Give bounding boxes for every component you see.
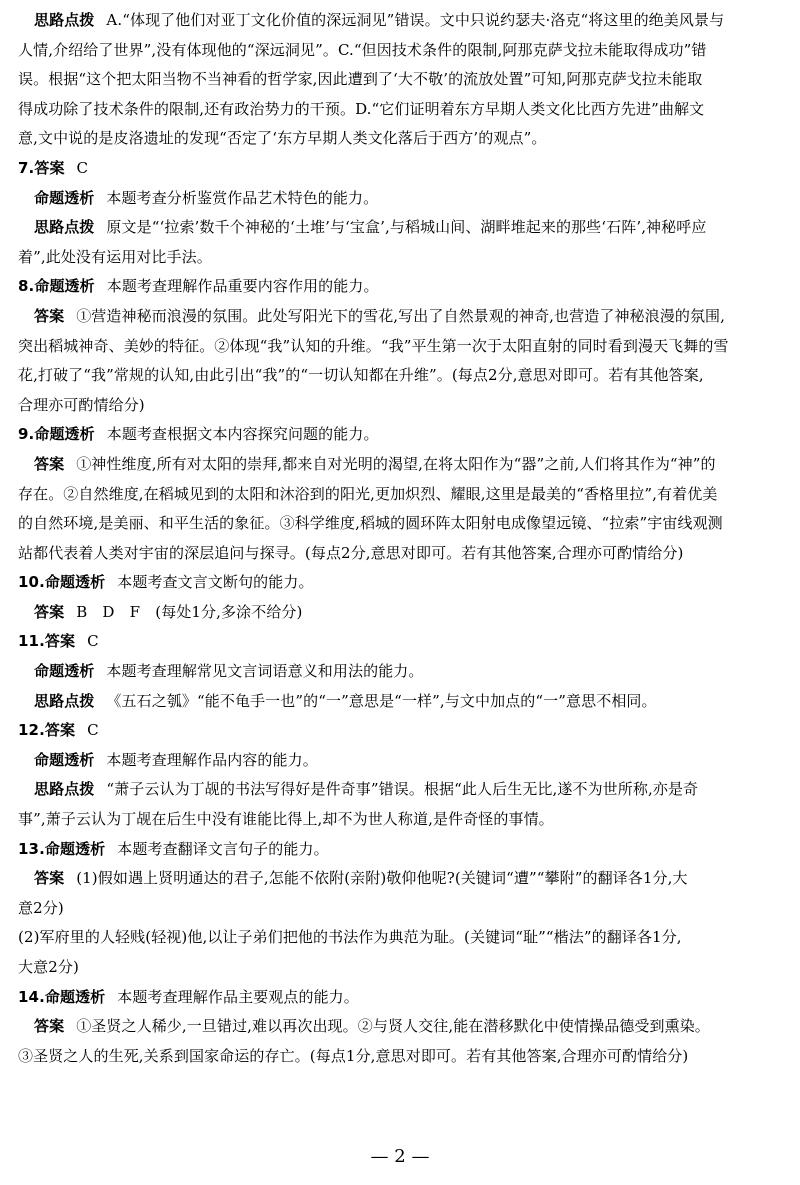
q12-answer: 12.答案 C: [18, 721, 99, 740]
q11-analysis: 命题透析 本题考查理解常见文言词语意义和用法的能力。: [34, 662, 424, 681]
q6-tips-line: 人情,介绍给了世界”,没有体现他的“深远洞见”。C.“但因技术条件的限制,阿那克萨戈拉未能取得成功”错: [18, 40, 707, 59]
answer-label: 答案: [34, 306, 65, 325]
answer-label: 答案: [44, 721, 76, 740]
answer-label: 答案: [34, 158, 65, 177]
question-number: 7.: [18, 158, 35, 177]
q7-tips-line: 思路点拨 原文是“‘拉索’数千个神秘的‘土堆’与‘宝盒’,与稻城山间、湖畔堆起来的那些‘石阵’,神秘呼应: [34, 218, 707, 237]
question-number: 11.: [18, 632, 45, 651]
q6-tips-line: 意,文中说的是皮洛遗址的发现“否定了‘东方早期人类文化落后于西方’的观点”。: [18, 129, 547, 148]
q9-answer-line: 站都代表着人类对宇宙的深层追问与探寻。(每点2分,意思对即可。若有其他答案,合理亦可酌情给分): [18, 543, 684, 562]
page-number: — 2 —: [370, 1146, 430, 1167]
q13-answer-line: 意2分): [18, 898, 64, 917]
q13-analysis: 13.命题透析 本题考查翻译文言句子的能力。: [18, 839, 329, 858]
question-number: 13.: [18, 839, 45, 858]
q8-answer-line: 花,打破了“我”常规的认知,由此引出“我”的“一切认知都在升维”。(每点2分,意思对即可。若有其他答案,: [18, 366, 704, 385]
answer-label: 答案: [44, 632, 76, 651]
q13-answer-line: 答案 (1)假如遇上贤明通达的君子,怎能不依附(亲附)敬仰他呢?(关键词“遭”“攀附”的翻译各1分,大: [34, 869, 688, 888]
q7-answer: 7.答案 C: [18, 158, 89, 177]
analysis-label: 命题透析: [34, 750, 95, 769]
tips-label: 思路点拨: [34, 691, 95, 710]
q8-answer-line: 合理亦可酌情给分): [18, 395, 145, 414]
tips-label: 思路点拨: [34, 218, 95, 237]
q13-answer-line: 大意2分): [18, 958, 79, 976]
q12-tips-line: 事”,萧子云认为丁觇在后生中没有谁能比得上,却不为世人称道,是件奇怪的事情。: [18, 810, 554, 829]
analysis-label: 命题透析: [44, 573, 106, 592]
question-number: 10.: [18, 573, 45, 592]
q8-answer-line: 答案 ①营造神秘而浪漫的氛围。此处写阳光下的雪花,写出了自然景观的神奇,也营造了神秘浪漫的氛围,: [34, 306, 726, 325]
q10-answer: 答案 B D F (每处1分,多涂不给分): [34, 602, 303, 621]
analysis-label: 命题透析: [34, 425, 95, 444]
analysis-label: 命题透析: [34, 662, 95, 681]
q14-answer-line: ③圣贤之人的生死,关系到国家命运的存亡。(每点1分,意思对即可。若有其他答案,合理亦可酌情给分): [18, 1046, 689, 1065]
q10-analysis: 10.命题透析 本题考查文言文断句的能力。: [18, 573, 314, 592]
answer-label: 答案: [34, 454, 65, 473]
answer-label: 答案: [34, 869, 65, 888]
analysis-label: 命题透析: [34, 188, 95, 207]
q9-answer-line: 存在。②自然维度,在稻城见到的太阳和沐浴到的阳光,更加炽烈、耀眼,这里是最美的“香格里拉”,有着优美: [18, 484, 718, 503]
q9-answer-line: 的自然环境,是美丽、和平生活的象征。③科学维度,稻城的圆环阵太阳射电成像望远镜、“拉索”宇宙线观测: [18, 514, 723, 533]
q6-tips-line: 误。根据“这个把太阳当物不当神看的哲学家,因此遭到了‘大不敬’的流放处置”可知,阿那克萨戈拉未能取: [18, 70, 703, 89]
q8-answer-line: 突出稻城神奇、美妙的特征。②体现“我”认知的升维。“我”平生第一次于太阳直射的同时看到漫天飞舞的雪: [18, 336, 729, 355]
q13-answer-line: (2)军府里的人轻贱(轻视)他,以让子弟们把他的书法作为典范为耻。(关键词“耻”“楷法”的翻译各1分,: [18, 928, 682, 947]
q12-tips-line: 思路点拨 “萧子云认为丁觇的书法写得好是件奇事”错误。根据“此人后生无比,遂不为世所称,亦是奇: [34, 780, 699, 799]
question-number: 9.: [18, 425, 35, 444]
q9-answer-line: 答案 ①神性维度,所有对太阳的崇拜,都来自对光明的渴望,在将太阳作为“器”之前,人们将其作为“神”的: [34, 454, 716, 473]
tips-label: 思路点拨: [34, 780, 95, 799]
q6-tips-line: 得成功除了技术条件的限制,还有政治势力的干预。D.“它们证明着东方早期人类文化比西方先进”曲解文: [18, 99, 705, 118]
q8-analysis: 8.命题透析 本题考查理解作品重要内容作用的能力。: [18, 277, 379, 296]
q11-tips: 思路点拨 《五石之瓠》“能不龟手一也”的“一”意思是“一样”,与文中加点的“一”意思不相同。: [34, 691, 657, 710]
answer-label: 答案: [34, 1017, 65, 1036]
q7-tips-line: 着”,此处没有运用对比手法。: [18, 247, 212, 266]
q12-analysis: 命题透析 本题考查理解作品内容的能力。: [34, 750, 318, 769]
analysis-label: 命题透析: [34, 277, 95, 296]
question-number: 14.: [18, 987, 45, 1006]
q14-analysis: 14.命题透析 本题考查理解作品主要观点的能力。: [18, 987, 359, 1006]
q11-answer: 11.答案 C: [18, 632, 99, 651]
analysis-label: 命题透析: [44, 987, 106, 1006]
q9-analysis: 9.命题透析 本题考查根据文本内容探究问题的能力。: [18, 425, 379, 444]
q7-analysis: 命题透析 本题考查分析鉴赏作品艺术特色的能力。: [34, 188, 379, 207]
question-number: 8.: [18, 277, 35, 296]
q14-answer-line: 答案 ①圣贤之人稀少,一旦错过,难以再次出现。②与贤人交往,能在潜移默化中使情操品德受到熏染。: [34, 1017, 710, 1036]
q6-tips-line: 思路点拨 A.“体现了他们对亚丁文化价值的深远洞见”错误。文中只说约瑟夫·洛克“将这里的绝美风景与: [34, 11, 725, 29]
analysis-label: 命题透析: [44, 839, 106, 858]
answer-label: 答案: [34, 602, 65, 621]
tips-label: 思路点拨: [34, 11, 95, 29]
question-number: 12.: [18, 721, 45, 740]
